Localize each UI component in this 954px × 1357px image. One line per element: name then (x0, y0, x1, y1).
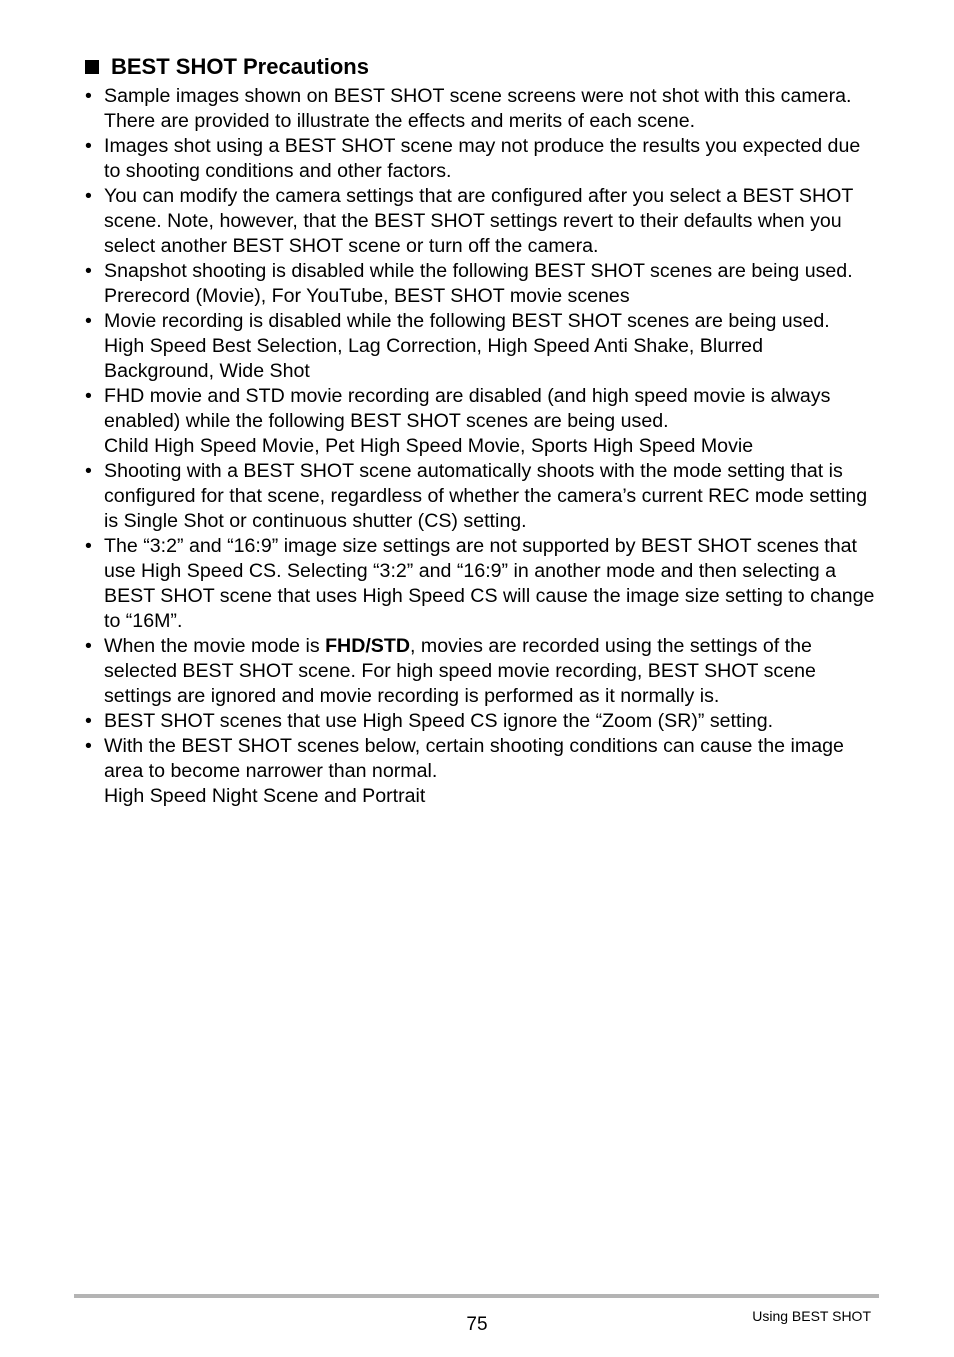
heading-text: BEST SHOT Precautions (111, 54, 369, 79)
list-item (85, 309, 875, 384)
item-scene-list: Child High Speed Movie, Pet High Speed Movie, Sports High Speed Movie (104, 435, 754, 457)
movie-mode-label: FHD/STD (325, 635, 410, 657)
list-item (85, 259, 875, 309)
item-text: BEST SHOT scenes that use High Speed CS ignore the “Zoom (SR)” setting. (104, 710, 774, 732)
bullet-dot-icon: • (85, 85, 92, 107)
item-scene-list: Prerecord (Movie), For YouTube, BEST SHOT movie scenes (104, 285, 630, 307)
list-item (85, 634, 875, 709)
precautions-list (85, 84, 875, 809)
list-item (85, 709, 875, 734)
item-text: You can modify the camera settings that are configured after you select a BEST SHOT scene. Note, however, that the BEST SHOT settings revert to their defaults when you select another BEST SHOT scene or turn off the camera. (104, 185, 853, 257)
list-item (85, 534, 875, 634)
list-item (85, 384, 875, 459)
bullet-dot-icon: • (85, 135, 92, 157)
bullet-dot-icon: • (85, 460, 92, 482)
item-text: Movie recording is disabled while the following BEST SHOT scenes are being used. (104, 310, 830, 332)
item-text-pre: When the movie mode is (104, 635, 326, 657)
precautions-section (85, 52, 875, 809)
bullet-dot-icon: • (85, 260, 92, 282)
bullet-dot-icon: • (85, 185, 92, 207)
item-text: Images shot using a BEST SHOT scene may not produce the results you expected due to shooting conditions and other factors. (104, 135, 861, 182)
list-item (85, 134, 875, 184)
item-text: Shooting with a BEST SHOT scene automatically shoots with the mode setting that is configured for that scene, regardless of whether the camera’s current REC mode setting is Single Shot or continuous shutter (CS) setting. (104, 460, 868, 532)
item-text: FHD movie and STD movie recording are disabled (and high speed movie is always enabled) while the following BEST SHOT scenes are being used. (104, 385, 831, 432)
item-text: Sample images shown on BEST SHOT scene screens were not shot with this camera. There are provided to illustrate the effects and merits of each scene. (104, 85, 852, 132)
bullet-dot-icon: • (85, 710, 92, 732)
bullet-dot-icon: • (85, 635, 92, 657)
bullet-dot-icon: • (85, 385, 92, 407)
bullet-dot-icon: • (85, 735, 92, 757)
item-text: With the BEST SHOT scenes below, certain shooting conditions can cause the image area to become narrower than normal. (104, 735, 844, 782)
footer-section-label: Using BEST SHOT (752, 1308, 871, 1324)
list-item (85, 734, 875, 809)
item-text-post: , movies are recorded using the settings of the selected BEST SHOT scene. For high speed movie recording, BEST SHOT scene settings are ignored and movie recording is performed as it normally is. (104, 635, 816, 707)
item-text: The “3:2” and “16:9” image size settings are not supported by BEST SHOT scenes that use High Speed CS. Selecting “3:2” and “16:9” in another mode and then selecting a BEST SHOT scene that uses High Speed CS will cause the image size setting to change to “16M”. (104, 535, 875, 632)
bullet-dot-icon: • (85, 310, 92, 332)
section-heading (85, 52, 875, 82)
square-bullet-icon (85, 60, 99, 74)
list-item (85, 84, 875, 134)
bullet-dot-icon: • (85, 535, 92, 557)
item-scene-list: High Speed Night Scene and Portrait (104, 785, 426, 807)
item-scene-list: High Speed Best Selection, Lag Correction, High Speed Anti Shake, Blurred Background, Wide Shot (104, 335, 763, 382)
page-number: 75 (466, 1314, 488, 1335)
item-text: Snapshot shooting is disabled while the following BEST SHOT scenes are being used. (104, 260, 853, 282)
footer-divider (74, 1294, 879, 1298)
list-item (85, 184, 875, 259)
list-item (85, 459, 875, 534)
